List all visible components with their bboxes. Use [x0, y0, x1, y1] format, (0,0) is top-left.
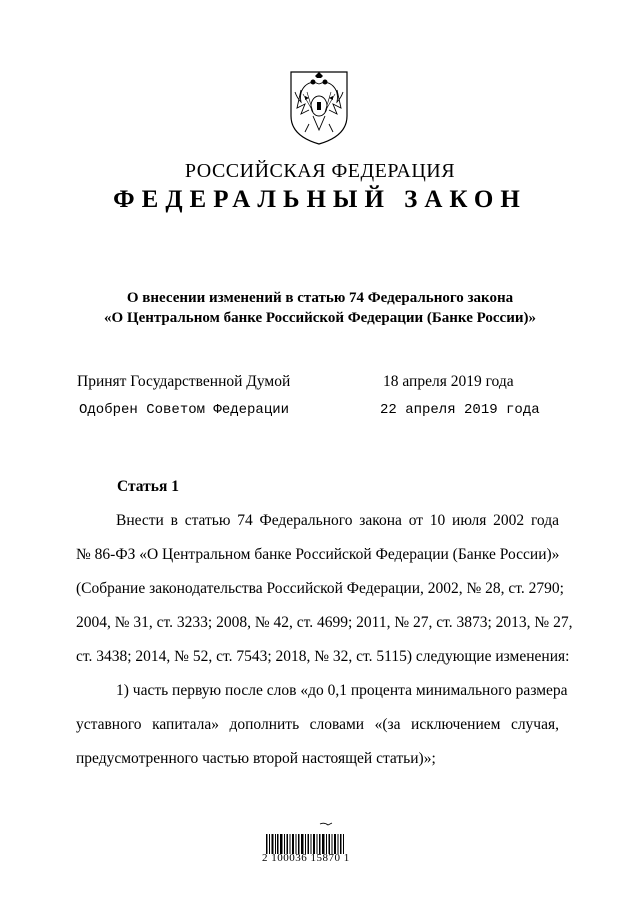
article-text-line: (Собрание законодательства Российской Федерации, 2002, № 28, ст. 2790;	[76, 580, 564, 597]
adopted-by-duma-label: Принят Государственной Думой	[77, 373, 291, 390]
article-text-line: уставного капитала» дополнить словами «(за исключением случая,	[76, 716, 559, 733]
coat-of-arms-emblem	[287, 68, 351, 146]
article-heading: Статья 1	[117, 478, 179, 495]
document-type: ФЕДЕРАЛЬНЫЙ ЗАКОН	[113, 186, 527, 213]
article-text-line: ст. 3438; 2014, № 52, ст. 7543; 2018, № 32, ст. 5115) следующие изменения:	[76, 648, 570, 665]
article-text-line: № 86-ФЗ «О Центральном банке Российской Федерации (Банке России)»	[76, 546, 560, 563]
law-title-line: О внесении изменений в статью 74 Федерального закона	[126, 290, 514, 306]
law-title-line: «О Центральном банке Российской Федерации (Банке России)»	[103, 310, 536, 326]
article-text-line: Внести в статью 74 Федерального закона от 10 июля 2002 года	[116, 512, 559, 529]
article-text-line: предусмотренного частью второй настоящей статьи)»;	[76, 750, 436, 767]
country-name: РОССИЙСКАЯ ФЕДЕРАЦИЯ	[184, 160, 456, 182]
article-text-line: 1) часть первую после слов «до 0,1 процента минимального размера	[116, 682, 568, 699]
approved-date: 22 апреля 2019 года	[380, 402, 540, 418]
barcode-number: 2 100036 15870 1	[262, 852, 350, 864]
article-text-line: 2004, № 31, ст. 3233; 2008, № 42, ст. 4699; 2011, № 27, ст. 3873; 2013, № 27,	[76, 614, 573, 631]
approved-by-council-label: Одобрен Советом Федерации	[79, 402, 290, 418]
law-title	[60, 288, 580, 328]
adopted-date: 18 апреля 2019 года	[383, 373, 514, 390]
